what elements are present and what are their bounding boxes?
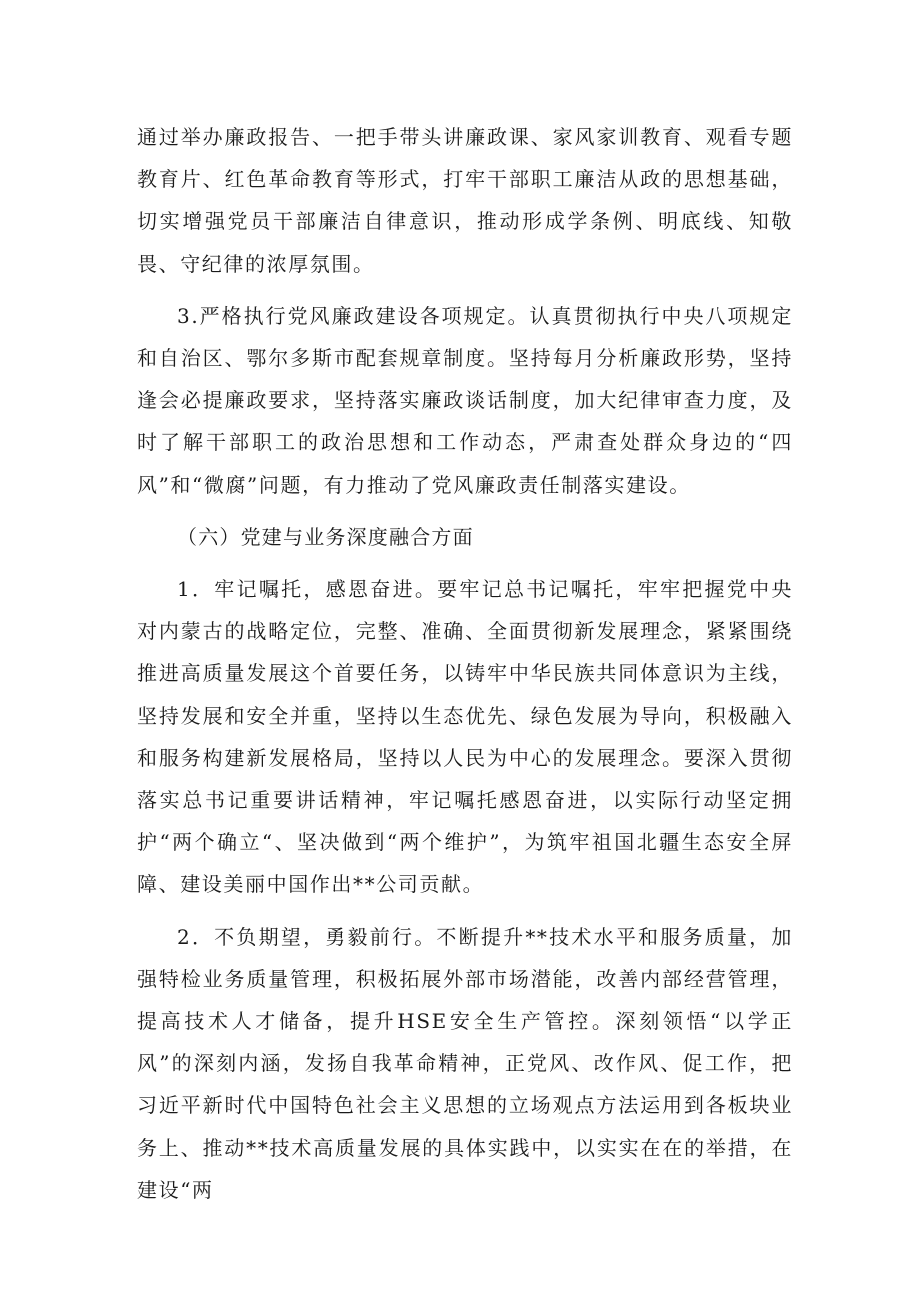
document-body bbox=[137, 116, 793, 1211]
paragraph-remember-entrustment: 1．牢记嘱托，感恩奋进。要牢记总书记嘱托，牢牢把握党中央对内蒙古的战略定位，完整、准确、全面贯彻新发展理念，紧紧围绕推进高质量发展这个首要任务，以铸牢中华民族共同体意识为主线，坚持发展和安全并重，坚持以生态优先、绿色发展为导向，积极融入和服务构建新发展格局，坚持以人民为中心的发展理念。要深入贯彻落实总书记重要讲话精神，牢记嘱托感恩奋进，以实际行动坚定拥护“两个确立“、坚决做到“两个维护”，为筑牢祖国北疆生态安全屏障、建设美丽中国作出**公司贡献。 bbox=[137, 577, 793, 897]
paragraph-party-conduct-regulations: 3.严格执行党风廉政建设各项规定。认真贯彻执行中央八项规定和自治区、鄂尔多斯市配套规章制度。坚持每月分析廉政形势，坚持逢会必提廉政要求，坚持落实廉政谈话制度，加大纪律审查力度，及时了解干部职工的政治思想和工作动态，严肃查处群众身边的“四风”和“微腐”问题，有力推动了党风廉政责任制落实建设。 bbox=[137, 303, 793, 497]
section-heading-party-business-integration: （六）党建与业务深度融合方面 bbox=[177, 524, 474, 549]
paragraph-live-up-to-expectations: 2．不负期望，勇毅前行。不断提升**技术水平和服务质量，加强特检业务质量管理，积极拓展外部市场潜能，改善内部经营管理，提高技术人才储备，提升HSE安全生产管控。深刻领悟“以学正风”的深刻内涵，发扬自我革命精神，正党风、改作风、促工作，把习近平新时代中国特色社会主义思想的立场观点方法运用到各板块业务上、推动**技术高质量发展的具体实践中，以实实在在的举措，在建设“两 bbox=[137, 924, 793, 1202]
paragraph-anti-corruption-education: 通过举办廉政报告、一把手带头讲廉政课、家风家训教育、观看专题教育片、红色革命教育等形式，打牢干部职工廉洁从政的思想基础，切实增强党员干部廉洁自律意识，推动形成学条例、明底线、知敬畏、守纪律的浓厚氛围。 bbox=[137, 125, 793, 276]
